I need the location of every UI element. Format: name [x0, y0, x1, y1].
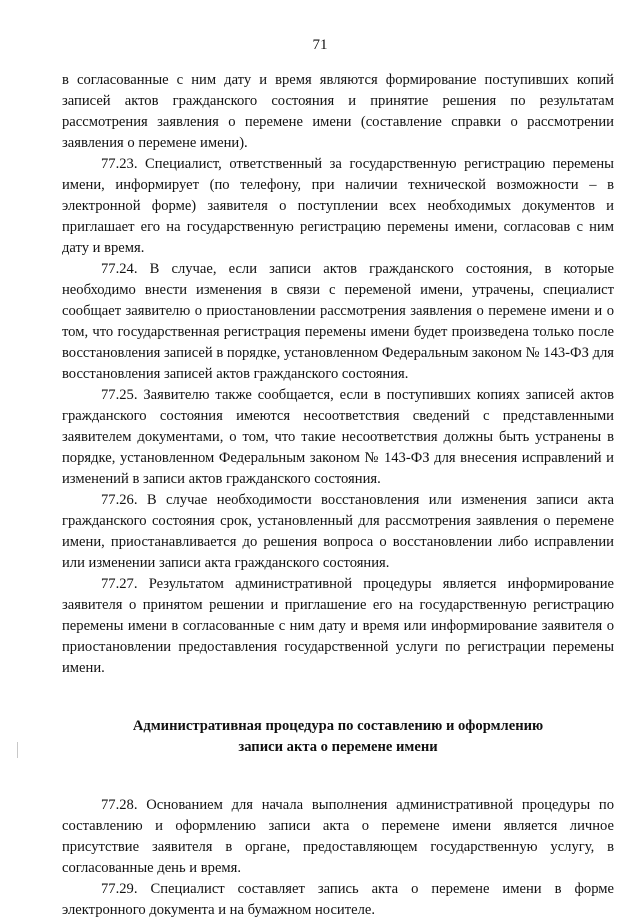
- section-heading: [62, 716, 614, 758]
- paragraph-77-26: 77.26. В случае необходимости восстановления или изменения записи акта гражданского состояния срок, установленный для рассмотрения заявления о перемене имени, приостанавливается до решения вопроса о восстановлении либо исправлении или изменении записи акта гражданского состояния.: [62, 492, 614, 571]
- section-heading-line-2: записи акта о перемене имени: [238, 739, 438, 755]
- paragraph-77-28: 77.28. Основанием для начала выполнения административной процедуры по составлению и оформлению записи акта о перемене имени является личное присутствие заявителя в органе, предоставляющем государственную услугу, в согласованные день и время.: [62, 797, 614, 876]
- paragraph-77-23: 77.23. Специалист, ответственный за государственную регистрацию перемены имени, информирует (по телефону, при наличии технической возможности – в электронной форме) заявителя о поступлении всех необходимых документов и приглашает его на государственную регистрацию перемены имени, согласовав с ним дату и время.: [62, 156, 614, 256]
- paragraph-77-24: 77.24. В случае, если записи актов гражданского состояния, в которые необходимо внести изменения в связи с переменой имени, утрачены, специалист сообщает заявителю о приостановлении рассмотрения заявления о перемене имени и о том, что государственная регистрация перемены имени будет произведена только после восстановления записей в порядке, установленном Федеральным законом № 143-ФЗ для восстановления записей актов гражданского состояния.: [62, 261, 614, 382]
- paragraph-77-27: 77.27. Результатом административной процедуры является информирование заявителя о принятом решении и приглашение его на государственную регистрацию перемены имени в согласованные с ним дату и время или информирование заявителя о приостановлении предоставления государственной услуги по регистрации перемены имени.: [62, 576, 614, 676]
- paragraph-77-29: 77.29. Специалист составляет запись акта о перемене имени в форме электронного документа и на бумажном носителе.: [62, 881, 614, 918]
- page-number: 71: [312, 37, 328, 53]
- paragraph-continuation: в согласованные с ним дату и время являются формирование поступивших копий записей актов гражданского состояния и принятие решения по результатам рассмотрения заявления о перемене имени (составление справки о рассмотрении заявления о перемене имени).: [62, 72, 614, 151]
- paragraph-77-25: 77.25. Заявителю также сообщается, если в поступивших копиях записей актов гражданского состояния имеются несоответствия сведений с представленными заявителем документами, о том, что такие несоответствия должны быть устранены в порядке, установленном Федеральным законом № 143-ФЗ для внесения исправлений и изменений в записи актов гражданского состояния.: [62, 387, 614, 487]
- document-body: [62, 70, 614, 921]
- scan-margin-mark: [17, 742, 18, 758]
- section-heading-line-1: Административная процедура по составлению и оформлению: [132, 718, 544, 734]
